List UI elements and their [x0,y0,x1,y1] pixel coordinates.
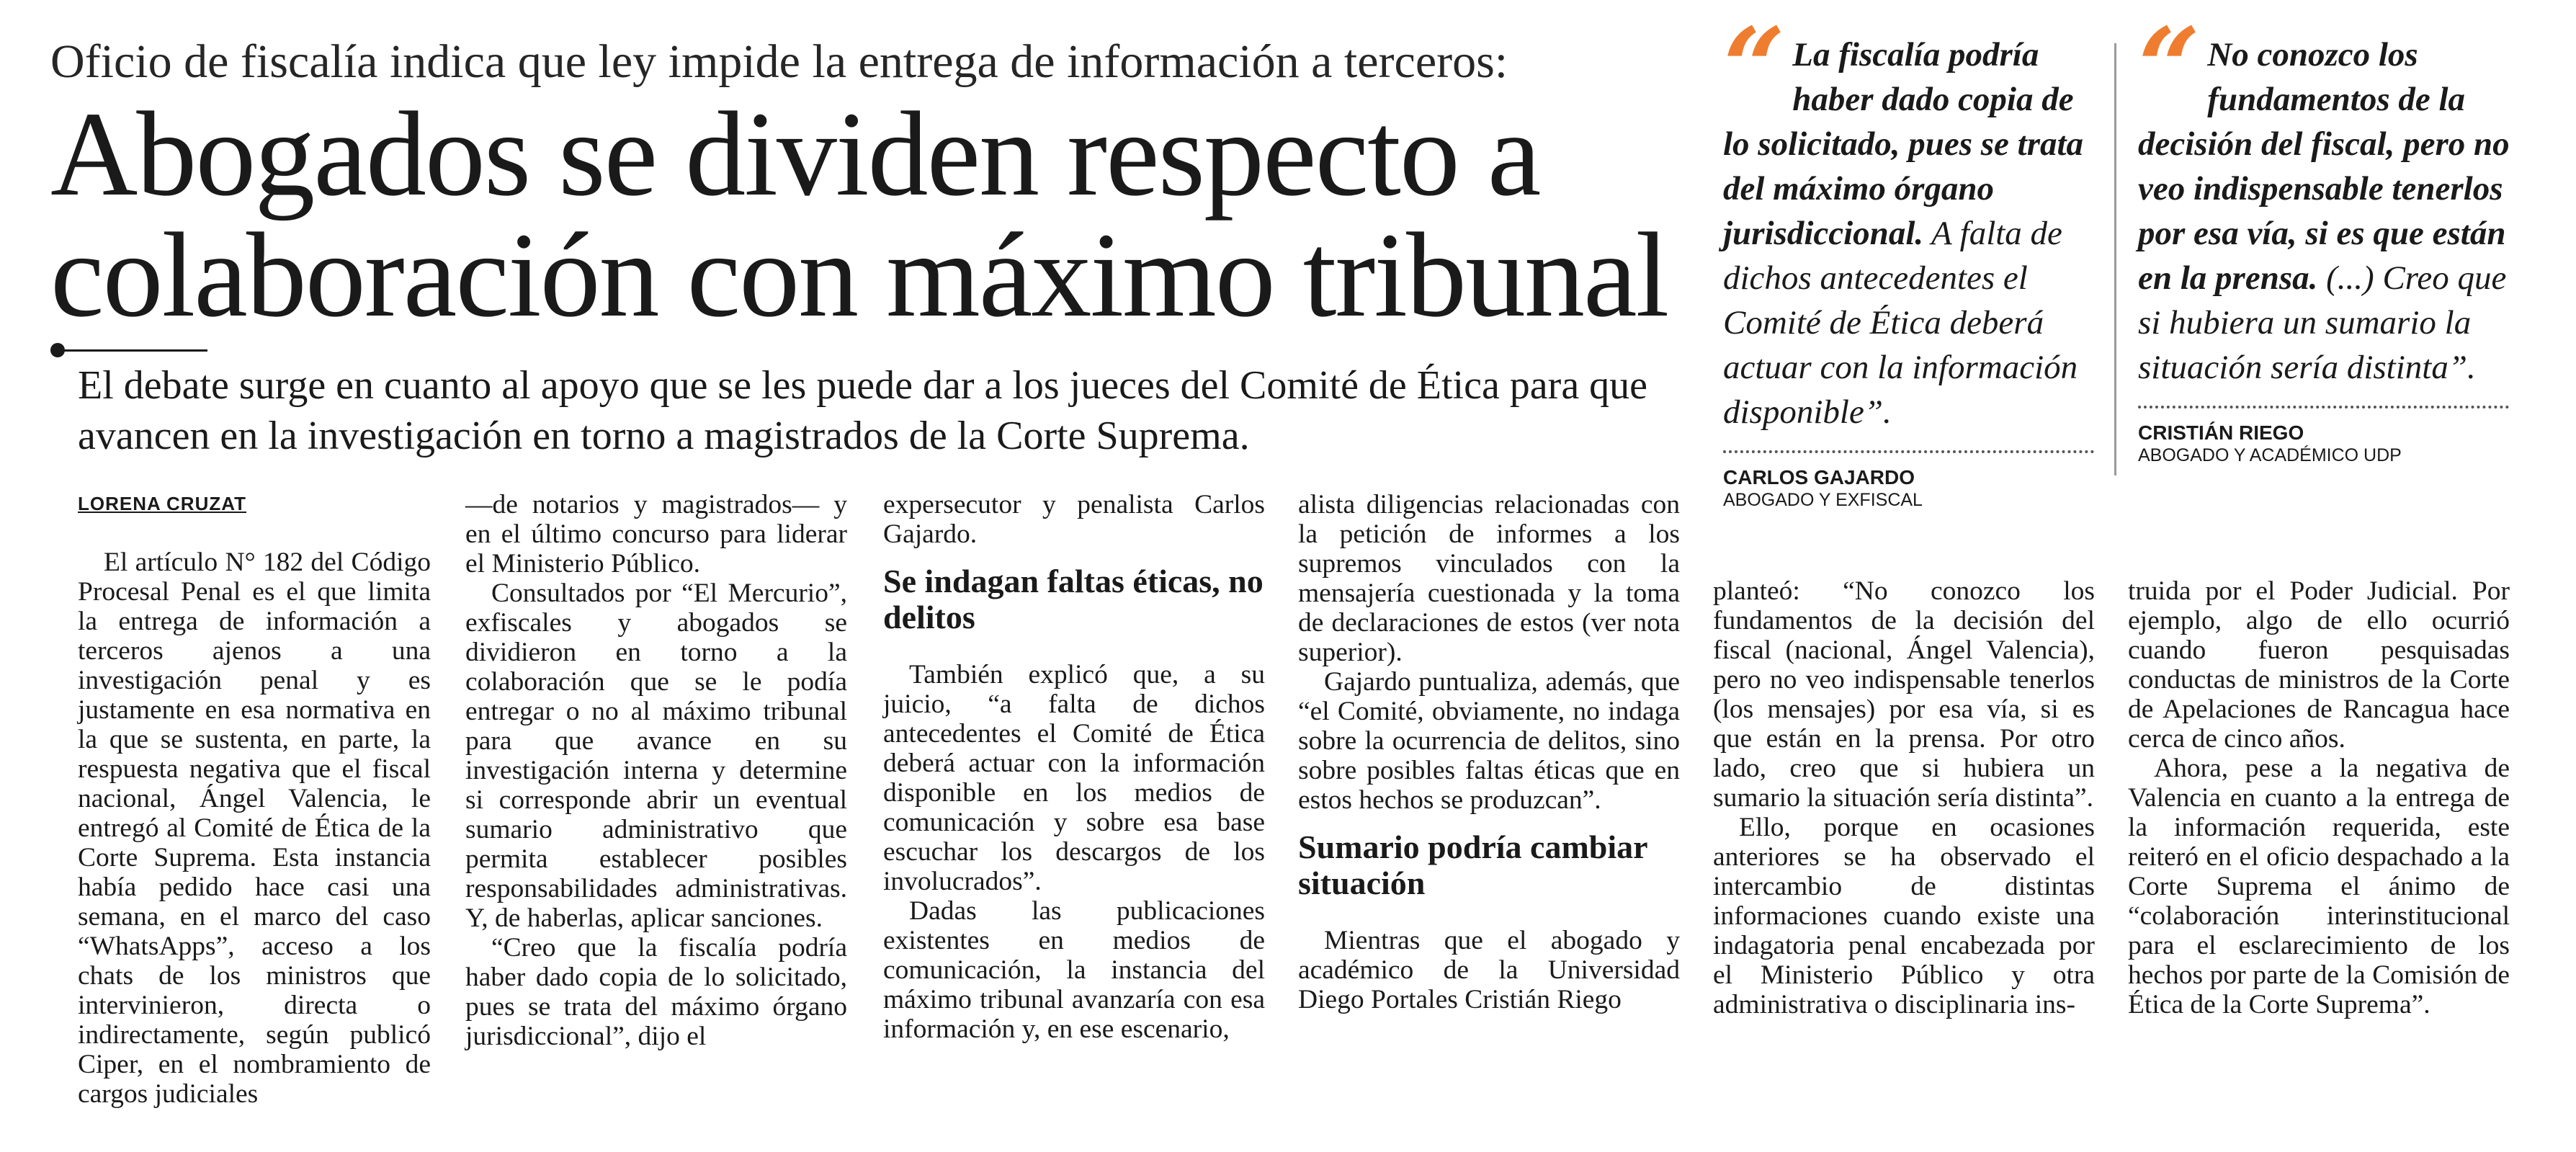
quote-mark-icon: “ [2138,4,2201,131]
paragraph: Consultados por “El Mercurio”, exfiscales y abogados se dividieron en torno a la colaboración que se le podía entregar o no al máximo tribunal para que avance en su investigación interna y determine si corresponde abrir un eventual sumario administrativo que permita establecer posibles responsabilidades administrativas. Y, de haberlas, aplicar sanciones. [465,579,847,933]
quote-text [2138,4,2513,390]
article-headline: Abogados se dividen respecto a colaboración con máximo tribunal [50,87,1668,342]
quote-author-role: ABOGADO Y EXFISCAL [1723,490,1923,510]
paragraph: planteó: “No conozco los fundamentos de la decisión del fiscal (nacional, Ángel Valencia), pero no veo indispensable tenerlos (los mensajes) por esa vía, si es que están en la prensa. Por otro lado, creo que si hubiera un sumario la situación sería distinta”. [1713,576,2095,813]
body-column-1 [78,548,431,1109]
quote-bold-text: La fiscalía podría haber dado copia de lo solicitado, pues se trata del máximo órgano jurisdiccional. [1723,36,2084,252]
paragraph: Gajardo puntualiza, además, que “el Comité, obviamente, no indaga sobre la ocurrencia de delitos, sino sobre posibles faltas éticas que en estos hechos se produzcan”. [1298,667,1680,815]
paragraph: alista diligencias relacionadas con la petición de informes a los supremos vinculados con la mensajería cuestionada y la toma de declaraciones de estos (ver nota superior). [1298,490,1680,667]
paragraph: Ahora, pese a la negativa de Valencia en cuanto a la entrega de la información requerida, este reiteró en el oficio despachado a la Corte Suprema el ánimo de “colaboración interinstitucional para el esclarecimiento de los hechos por parte de la Comisión de Ética de la Corte Suprema”. [2128,754,2510,1019]
body-column-4 [1298,490,1680,1014]
body-column-2 [465,490,847,1051]
quote-text [1723,4,2098,434]
quote-dotted-rule [1723,450,2094,453]
paragraph: También explicó que, a su juicio, “a falta de dichos antecedentes el Comité de Ética deberá actuar con la información disponible en los medios de comunicación y sobre esa base escuchar los descargos de los involucrados”. [883,660,1265,896]
article-deck: El debate surge en cuanto al apoyo que se les puede dar a los jueces del Comité de Ética para que avancen en la investigación en torno a magistrados de la Corte Suprema. [78,363,1648,458]
pull-quote-riego [2138,4,2513,466]
quote-mark-icon: “ [1723,4,1786,131]
quote-bold-text: No conozco los fundamentos de la decisión del fiscal, pero no veo indispensable tenerlos por esa vía, si es que están en la prensa. [2138,36,2510,297]
quote-author-name: CRISTIÁN RIEGO [2138,421,2304,444]
body-column-3 [883,490,1265,1044]
quote-divider [2114,43,2116,475]
subheading: Se indagan faltas éticas, no delitos [883,563,1264,635]
paragraph: El artículo N° 182 del Código Procesal Penal es el que limita la entrega de información a terceros ajenos a una investigación penal y es justamente en esa normativa en la que se sustenta, en parte, la respuesta negativa que el fiscal nacional, Ángel Valencia, le entregó al Comité de Ética de la Corte Suprema. Esta instancia había pedido hace casi una semana, en el marco del caso “WhatsApps”, acceso a los chats de los ministros que intervinieron, directa o indirectamente, según publicó Ciper, en el nombramiento de cargos judiciales [78,548,431,1109]
paragraph: Ello, porque en ocasiones anteriores se ha observado el intercambio de distintas informaciones cuando existe una indagatoria penal encabezada por el Ministerio Público y otra administrativa o disciplinaria ins- [1713,813,2095,1019]
headline-rule [63,349,207,352]
paragraph: truida por el Poder Judicial. Por ejemplo, algo de ello ocurrió cuando fueron pesquisadas conductas de ministros de la Corte de Apelaciones de Rancagua hace cerca de cinco años. [2128,576,2510,754]
byline: LORENA CRUZAT [78,493,246,514]
pull-quote-gajardo [1723,4,2098,511]
paragraph: expersecutor y penalista Carlos Gajardo. [883,490,1265,549]
quote-author-name: CARLOS GAJARDO [1723,466,1915,488]
headline-rule-dot [50,343,65,357]
quote-dotted-rule [2138,406,2509,408]
paragraph: —de notarios y magistrados— y en el último concurso para liderar el Ministerio Público. [465,490,847,579]
article-kicker: Oficio de fiscalía indica que ley impide la entrega de información a terceros: [50,35,1508,88]
paragraph: Mientras que el abogado y académico de la Universidad Diego Portales Cristián Riego [1298,926,1680,1014]
paragraph: Dadas las publicaciones existentes en medios de comunicación, la instancia del máximo tribunal avanzaría con esa información y, en ese escenario, [883,896,1265,1044]
paragraph: “Creo que la fiscalía podría haber dado copia de lo solicitado, pues se trata del máximo órgano jurisdiccional”, dijo el [465,933,847,1051]
quote-author-role: ABOGADO Y ACADÉMICO UDP [2138,445,2402,465]
quote-rest-text: (...) Creo que si hubiera un sumario la situación sería distinta”. [2138,259,2507,386]
body-column-6 [2128,576,2510,1019]
subheading: Sumario podría cambiar situación [1298,829,1647,901]
quote-rest-text: A falta de dichos antecedentes el Comité de Ética deberá actuar con la información disponible”. [1723,215,2078,431]
body-column-5 [1713,576,2095,1019]
